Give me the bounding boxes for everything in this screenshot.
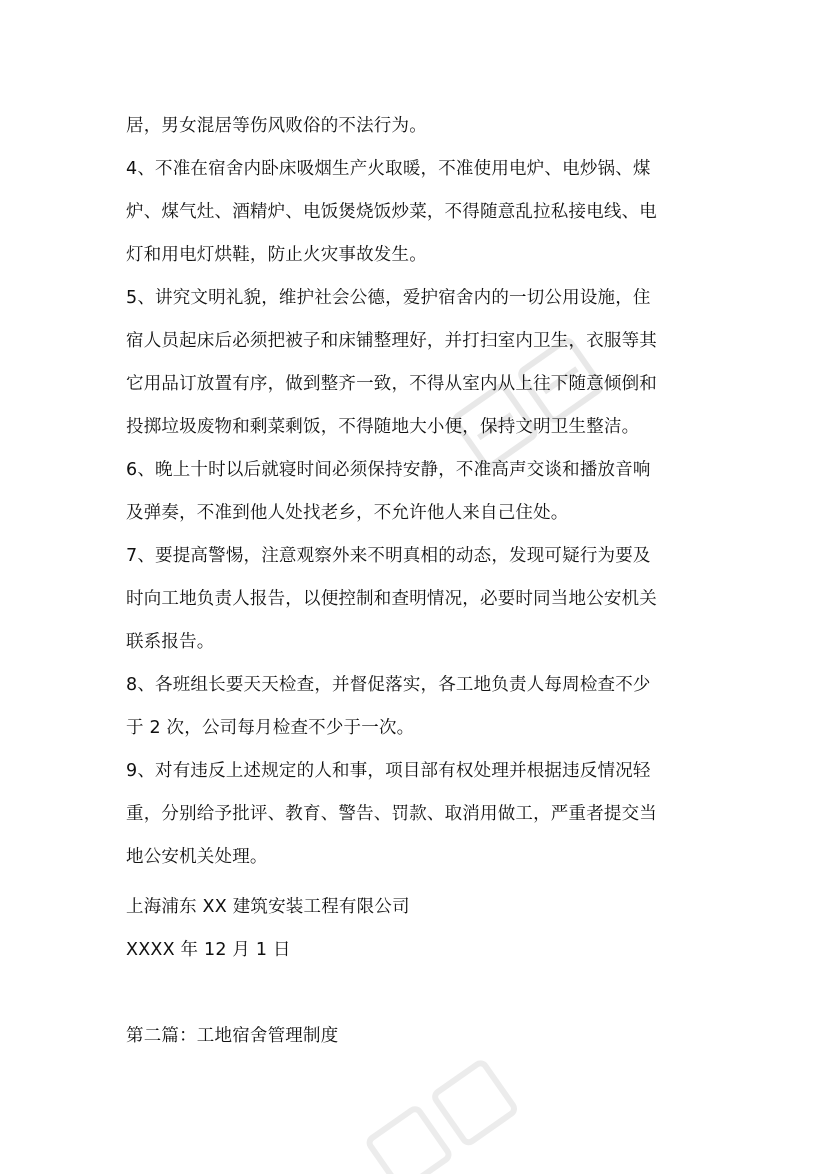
watermark-bottom (340, 1040, 560, 1174)
section-heading: 第二篇：工地宿舍管理制度 (126, 1026, 339, 1046)
body-line-5: 5、讲究文明礼貌，维护社会公德，爱护宿舍内的一切公用设施，住 (126, 288, 651, 308)
body-line-12: 时向工地负责人报告，以便控制和查明情况，必要时同当地公安机关 (126, 589, 657, 609)
company-name: 上海浦东 XX 建筑安装工程有限公司 (126, 897, 410, 917)
body-line-2: 4、不准在宿舍内卧床吸烟生产火取暖，不准使用电炉、电炒锅、煤 (126, 159, 651, 179)
body-line-1: 居，男女混居等伤风败俗的不法行为。 (126, 116, 427, 136)
body-line-3: 炉、煤气灶、酒精炉、电饭煲烧饭炒菜，不得随意乱拉私接电线、电 (126, 202, 657, 222)
body-line-15: 于 2 次，公司每月检查不少于一次。 (126, 718, 415, 738)
body-line-6: 宿人员起床后必须把被子和床铺整理好，并打扫室内卫生，衣服等其 (126, 331, 657, 351)
body-line-10: 及弹奏，不准到他人处找老乡，不允许他人来自己住处。 (126, 503, 569, 523)
body-line-17: 重，分别给予批评、教育、警告、罚款、取消用做工，严重者提交当 (126, 804, 657, 824)
body-line-4: 灯和用电灯烘鞋，防止火灾事故发生。 (126, 245, 427, 265)
body-line-11: 7、要提高警惕，注意观察外来不明真相的动态，发现可疑行为要及 (126, 546, 651, 566)
body-line-16: 9、对有违反上述规定的人和事，项目部有权处理并根据违反情况轻 (126, 761, 651, 781)
document-date: XXXX 年 12 月 1 日 (126, 940, 291, 960)
body-line-8: 投掷垃圾废物和剩菜剩饭，不得随地大小便，保持文明卫生整洁。 (126, 417, 640, 437)
body-line-14: 8、各班组长要天天检查，并督促落实，各工地负责人每周检查不少 (126, 675, 651, 695)
body-line-13: 联系报告。 (126, 632, 215, 652)
body-line-9: 6、晚上十时以后就寝时间必须保持安静，不准高声交谈和播放音响 (126, 460, 651, 480)
body-line-7: 它用品订放置有序，做到整齐一致，不得从室内从上往下随意倾倒和 (126, 374, 657, 394)
body-line-18: 地公安机关处理。 (126, 847, 268, 867)
